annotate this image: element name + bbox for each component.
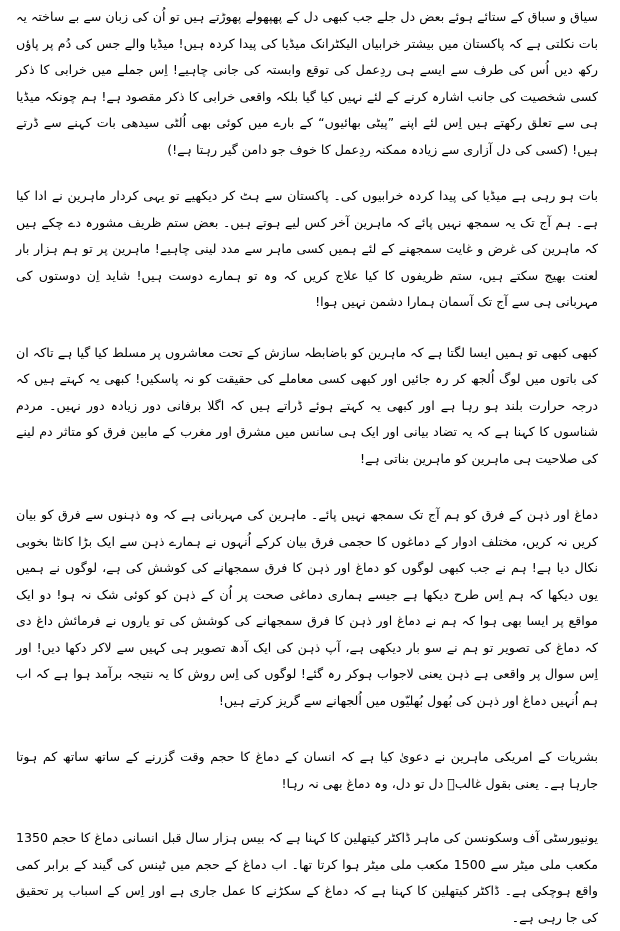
paragraph-5: بشریات کے امریکی ماہرین نے دعویٰ کیا ہے کہ انسان کے دماغ کا حجم وقت گزرنے کے ساتھ ساتھ کم ہوتا جارہا ہے۔ یعنی بقول غالبؔ دل تو دل، وہ دماغ بھی نہ رہا! — [16, 749, 598, 791]
paragraph-4: دماغ اور ذہن کے فرق کو ہم آج تک سمجھ نہیں پائے۔ ماہرین کی مہربانی ہے کہ وہ ذہنوں سے فرق کو بیان کریں نہ کریں، مختلف ادوار کے دماغوں کا حجمی فرق بیان کرکے اُنہوں نے ہمارے ذہن سے ایک بڑا کانٹا بخوبی نکال دیا ہے! ہم نے جب کبھی لوگوں کو دماغ اور ذہن کا فرق سمجھانے کی کوشش کی ہے، لوگوں نے ہمیں یوں دیکھا کہ ہم اِس طرح دیکھا ہے جیسے ہماری دماغی صحت پر اُن کے ذہن کو کوئی شک نہ ہو! دو ایک مواقع پر ایسا بھی ہوا کہ ہم نے دماغ اور ذہن کا فرق سمجھانے کی کوشش کی تو یاروں نے فرمائش داغ دی کہ دماغ کی تصویر تو ہم نے سو بار دیکھی ہے، آپ ذہن کی ایک آدھ تصویر ہی کہیں سے لاکر دکھا دیں! اور اِس سوال پر واقعی ہے ذہن یعنی لاجواب ہوکر رہ گئے! لوگوں کی اِس روش کا یہ نتیجہ برآمد ہوا ہے کہ اب ہم اُنہیں دماغ اور ذہن کی بُھول بُھلیّوں میں اُلجھانے سے گریز کرتے ہیں! — [16, 507, 598, 708]
paragraph-3: کبھی کبھی تو ہمیں ایسا لگتا ہے کہ ماہرین کو باضابطہ سازش کے تحت معاشروں پر مسلط کیا گیا ہے تاکہ ان کی باتوں میں لوگ اُلجھ کر رہ جائیں اور کبھی کسی معاملے کی حقیقت کو نہ پاسکیں! کبھی یہ کہتے ہیں کہ درجہ حرارت بلند ہو رہا ہے اور کبھی یہ کہتے ہوئے ڈراتے ہیں کہ اگلا برفانی دور زیادہ دور نہیں۔ مردم شناسوں کا کہنا ہے کہ یہ تضاد بیانی اور ایک ہی سانس میں مشرق اور مغرب کے مابین فرق کو متاثر دم لینے کی صلاحیت ہی ماہرین کو ماہرین بناتی ہے! — [16, 344, 598, 466]
paragraph-1: سیاق و سباق کے ستائے ہوئے بعض دل جلے جب کبھی دل کے پھپھولے پھوڑتے ہیں تو اُن کی زبان سے بے ساختہ یہ بات نکلتی ہے کہ پاکستان میں بیشتر خرابیاں الیکٹرانک میڈیا کی پیدا کردہ ہیں! میڈیا والے جس کی دُم پر پاؤں رکھ دیں اُس کی طرف سے ایسے ہی ردِعمل کی توقع وابستہ کی جانی چاہیے! اِس جملے میں خرابی کا ذکر کسی شخصیت کی جانب اشارہ کرنے کے لئے نہیں کیا گیا بلکہ واقعی خرابی کا ذکر مقصود ہے! ہم چونکہ میڈیا ہی سے تعلق رکھتے ہیں اِس لئے اپنے ”پیٹی بھائیوں“ کے بارے میں کوئی بھی اُلٹی سیدھی بات کہنے سے ڈرتے ہیں! (کسی کی دل آزاری سے زیادہ ممکنہ ردِعمل کا خوف جو دامن گیر رہتا ہے!) — [16, 9, 598, 157]
paragraph-2: بات ہو رہی ہے میڈیا کی پیدا کردہ خرابیوں کی۔ پاکستان سے ہٹ کر دیکھیے تو یہی کردار ماہرین نے ادا کیا ہے۔ ہم آج تک یہ سمجھ نہیں پائے کہ ماہرین آخر کس لیے ہوتے ہیں۔ بعض ستم ظریف مشورہ دے چکے ہیں کہ ماہرین کی غرض و غایت سمجھنے کے لئے ہمیں کسی ماہر سے مدد لینی چاہیے! ماہرین پر تو ہم ہزار بار لعنت بھیج سکتے ہیں، ستم ظریفوں کا کیا علاج کریں کہ وہ تو ہمارے دوست ہیں! شاید اِن دوستوں کی مہربانی ہی سے آج تک آسمان ہمارا دشمن نہیں ہوا! — [16, 188, 598, 309]
paragraph-6: یونیورسٹی آف وسکونسن کی ماہر ڈاکٹر کیتھلین کا کہنا ہے کہ بیس ہزار سال قبل انسانی دماغ کا حجم 1350 مکعب ملی میٹر سے 1500 مکعب ملی میٹر ہوا کرتا تھا۔ اب دماغ کے حجم میں ٹینس کی گیند کے برابر کمی واقع ہوچکی ہے۔ ڈاکٹر کیتھلین کا کہنا ہے کہ دماغ کے سکڑنے کا عمل جاری ہے اور اِس کے اسباب پر تحقیق کی جا رہی ہے۔ — [16, 830, 598, 925]
